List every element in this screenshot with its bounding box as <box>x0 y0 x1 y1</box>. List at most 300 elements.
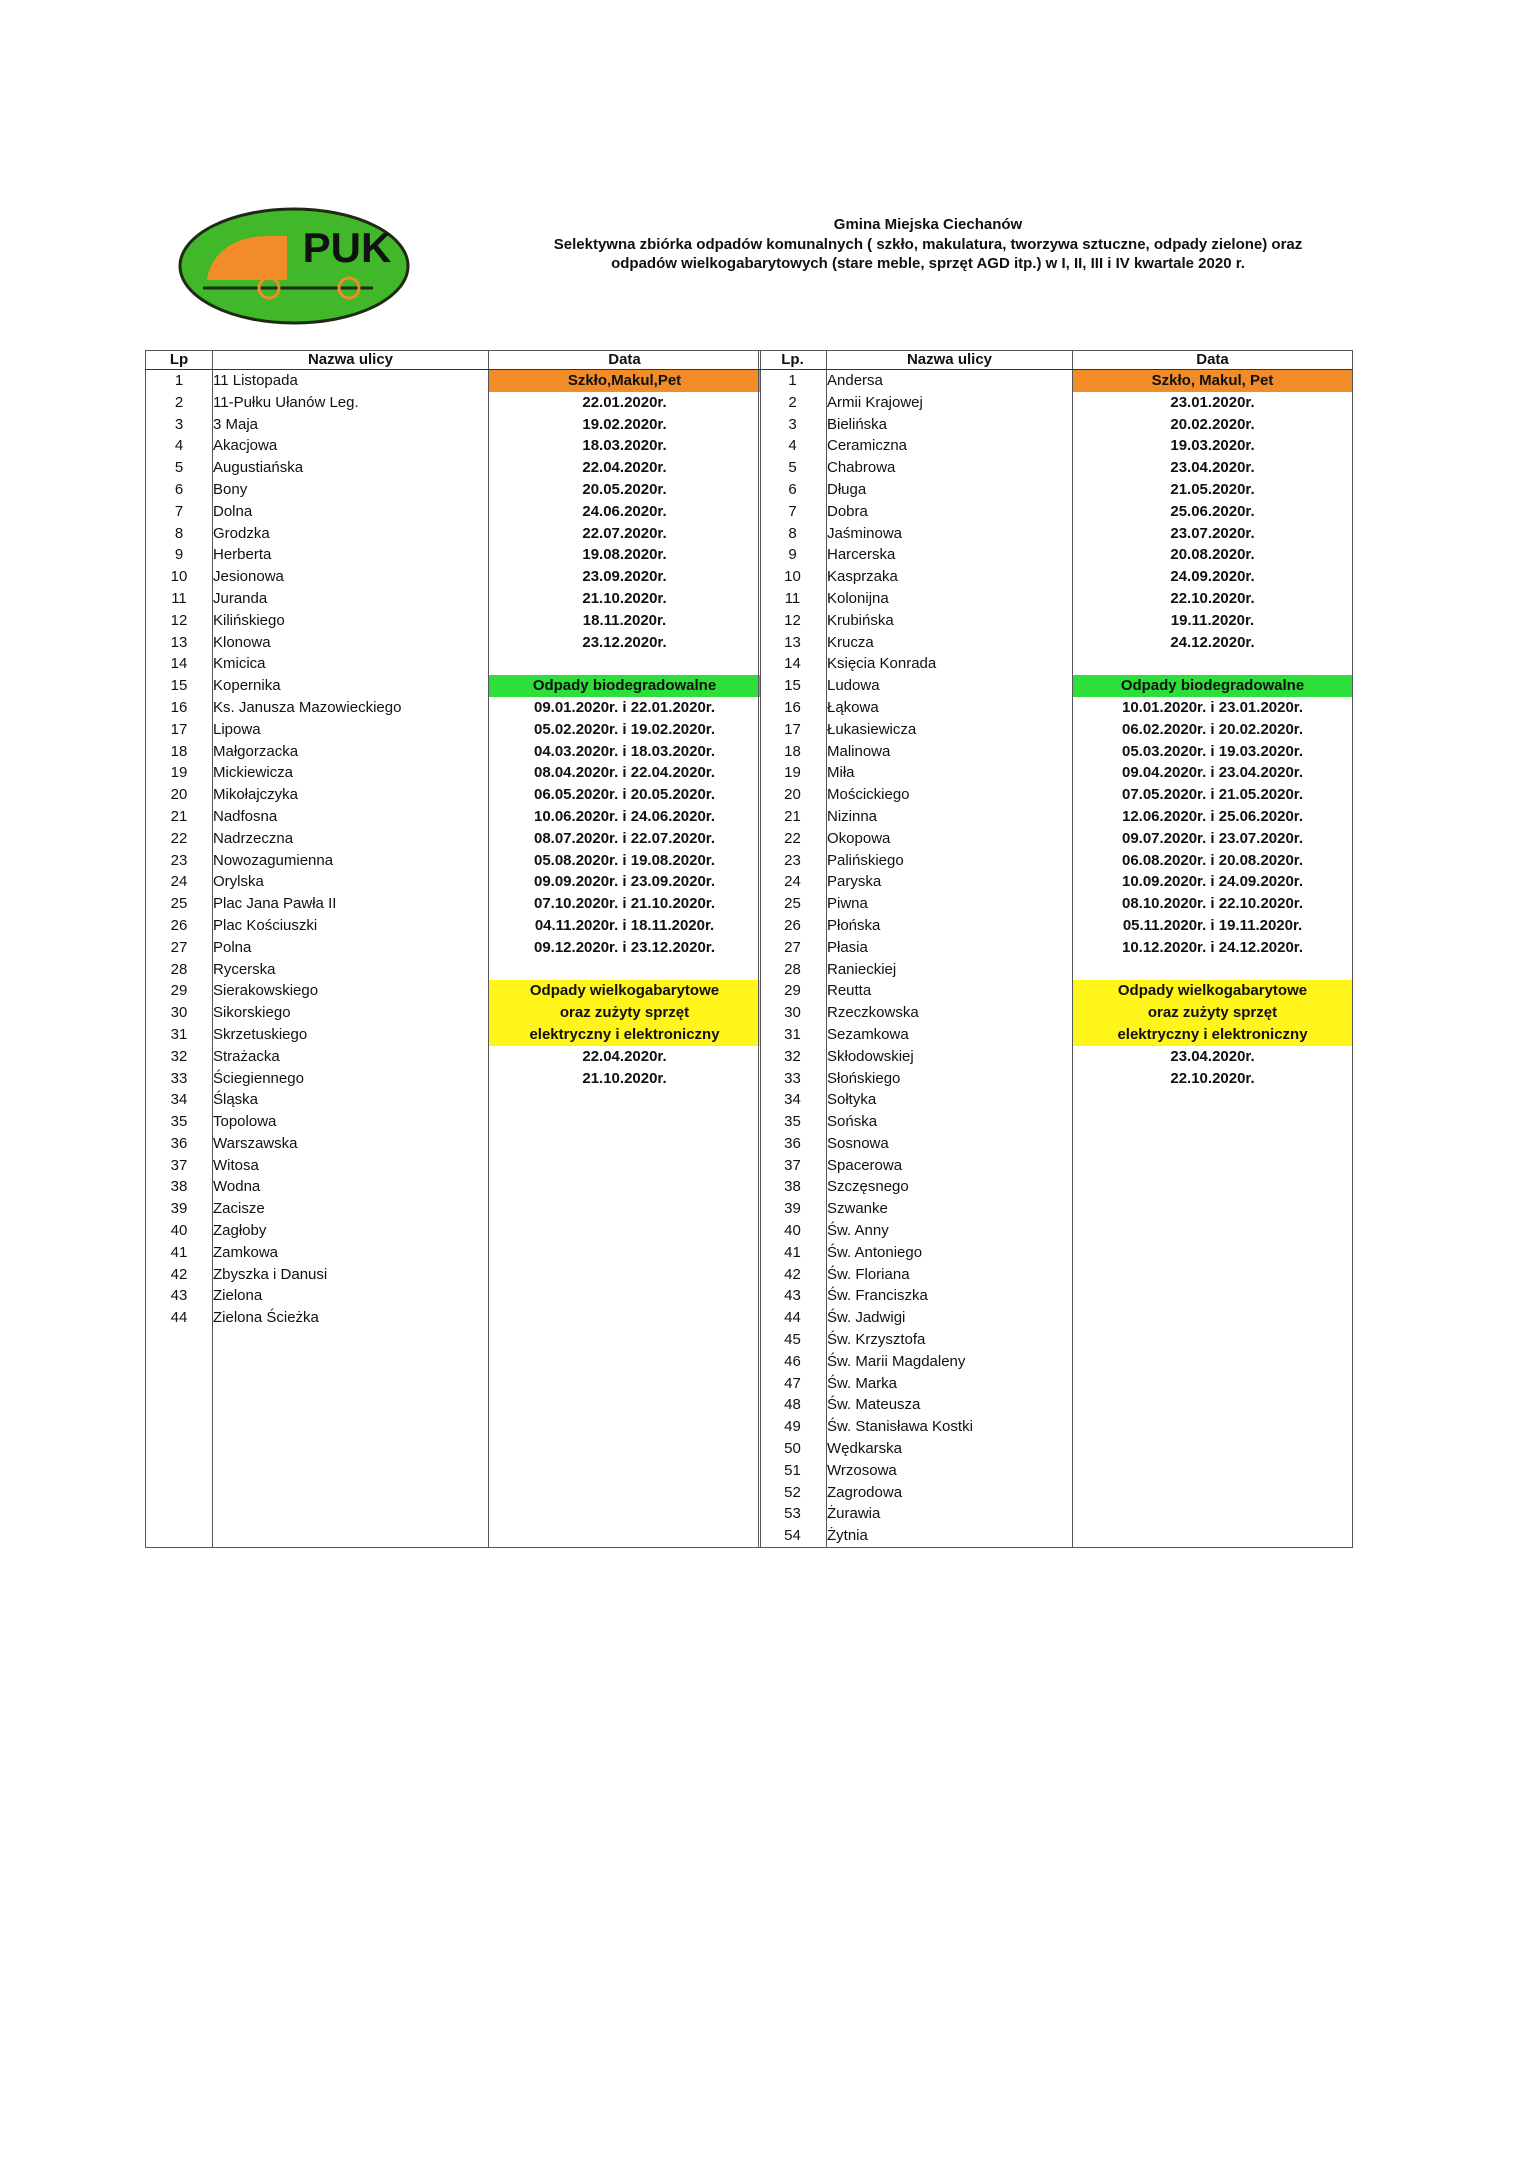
collection-date: 19.03.2020r. <box>1073 435 1353 457</box>
row-number: 18 <box>146 741 213 763</box>
table-row <box>759 893 1353 915</box>
collection-date: Szkło, Makul, Pet <box>1073 370 1353 392</box>
street-name: Rzeczkowska <box>827 1002 1073 1024</box>
collection-date: 12.06.2020r. i 25.06.2020r. <box>1073 806 1353 828</box>
street-name: Okopowa <box>827 828 1073 850</box>
collection-date: 04.11.2020r. i 18.11.2020r. <box>489 915 761 937</box>
row-number: 23 <box>146 850 213 872</box>
row-number: 49 <box>759 1416 827 1438</box>
table-row <box>759 1482 1353 1504</box>
street-name: Św. Marka <box>827 1373 1073 1395</box>
table-row <box>146 1394 761 1416</box>
street-name <box>213 1351 489 1373</box>
table-row <box>146 523 761 545</box>
row-number: 7 <box>759 501 827 523</box>
row-number: 5 <box>759 457 827 479</box>
street-name: Topolowa <box>213 1111 489 1133</box>
table-row <box>759 741 1353 763</box>
collection-date: 19.08.2020r. <box>489 544 761 566</box>
street-name <box>213 1460 489 1482</box>
table-row <box>146 893 761 915</box>
street-name: Długa <box>827 479 1073 501</box>
row-number: 23 <box>759 850 827 872</box>
header-municipality: Gmina Miejska Ciechanów <box>833 216 1023 233</box>
table-row <box>146 1460 761 1482</box>
logo-text: PUK <box>302 224 392 271</box>
street-name: Księcia Konrada <box>827 653 1073 675</box>
street-name: Strażacka <box>213 1046 489 1068</box>
street-name: Sosnowa <box>827 1133 1073 1155</box>
row-number: 9 <box>146 544 213 566</box>
table-row <box>146 1438 761 1460</box>
street-name: Zamkowa <box>213 1242 489 1264</box>
row-number: 36 <box>759 1133 827 1155</box>
collection-date <box>1073 1416 1353 1438</box>
street-name: Jaśminowa <box>827 523 1073 545</box>
row-number: 5 <box>146 457 213 479</box>
table-row <box>759 501 1353 523</box>
table-row <box>146 1155 761 1177</box>
street-name: Skrzetuskiego <box>213 1024 489 1046</box>
collection-date: 09.09.2020r. i 23.09.2020r. <box>489 871 761 893</box>
collection-date: 20.05.2020r. <box>489 479 761 501</box>
row-number <box>146 1351 213 1373</box>
street-name: Łąkowa <box>827 697 1073 719</box>
street-name: Sezamkowa <box>827 1024 1073 1046</box>
collection-date: 23.04.2020r. <box>1073 1046 1353 1068</box>
table-row <box>146 697 761 719</box>
row-number: 3 <box>759 414 827 436</box>
table-row <box>759 1155 1353 1177</box>
collection-date: 23.01.2020r. <box>1073 392 1353 414</box>
row-number: 14 <box>759 653 827 675</box>
collection-date: 22.04.2020r. <box>489 1046 761 1068</box>
row-number <box>146 1416 213 1438</box>
row-number: 41 <box>759 1242 827 1264</box>
row-number: 25 <box>759 893 827 915</box>
collection-date <box>1073 653 1353 675</box>
street-name: Żurawia <box>827 1503 1073 1525</box>
table-row <box>146 1111 761 1133</box>
collection-date: 22.10.2020r. <box>1073 588 1353 610</box>
street-name: Św. Antoniego <box>827 1242 1073 1264</box>
collection-date <box>1073 1503 1353 1525</box>
row-number: 48 <box>759 1394 827 1416</box>
collection-date <box>1073 1438 1353 1460</box>
row-number: 29 <box>759 980 827 1002</box>
street-name: Wodna <box>213 1176 489 1198</box>
collection-date: 18.03.2020r. <box>489 435 761 457</box>
row-number: 46 <box>759 1351 827 1373</box>
street-name: Malinowa <box>827 741 1073 763</box>
collection-date <box>489 1176 761 1198</box>
row-number: 43 <box>146 1285 213 1307</box>
street-name: Kasprzaka <box>827 566 1073 588</box>
collection-date: elektryczny i elektroniczny <box>489 1024 761 1046</box>
row-number: 32 <box>759 1046 827 1068</box>
table-row <box>146 719 761 741</box>
collection-date <box>1073 1242 1353 1264</box>
street-name: Św. Mateusza <box>827 1394 1073 1416</box>
collection-date: 20.02.2020r. <box>1073 414 1353 436</box>
row-number: 15 <box>759 675 827 697</box>
table-row <box>146 544 761 566</box>
collection-date: 05.02.2020r. i 19.02.2020r. <box>489 719 761 741</box>
street-name: Zagłoby <box>213 1220 489 1242</box>
street-name: Sołtyka <box>827 1089 1073 1111</box>
collection-date: 09.01.2020r. i 22.01.2020r. <box>489 697 761 719</box>
street-name: Kopernika <box>213 675 489 697</box>
row-number: 4 <box>759 435 827 457</box>
collection-date <box>489 1198 761 1220</box>
collection-date: 22.04.2020r. <box>489 457 761 479</box>
street-name: Szczęsnego <box>827 1176 1073 1198</box>
street-name <box>213 1525 489 1547</box>
row-number: 44 <box>146 1307 213 1329</box>
collection-date: 10.09.2020r. i 24.09.2020r. <box>1073 871 1353 893</box>
table-row <box>146 828 761 850</box>
street-name: Św. Stanisława Kostki <box>827 1416 1073 1438</box>
collection-date <box>489 1351 761 1373</box>
row-number: 31 <box>146 1024 213 1046</box>
row-number: 52 <box>759 1482 827 1504</box>
street-name: Św. Krzysztofa <box>827 1329 1073 1351</box>
table-row <box>146 632 761 654</box>
table-row <box>759 719 1353 741</box>
table-row <box>759 1285 1353 1307</box>
street-name <box>213 1329 489 1351</box>
table-row <box>146 435 761 457</box>
row-number: 9 <box>759 544 827 566</box>
document-header <box>488 215 1368 274</box>
col-header-date: Data <box>489 351 761 370</box>
table-row <box>146 871 761 893</box>
table-row <box>759 1438 1353 1460</box>
row-number: 20 <box>146 784 213 806</box>
street-name: Krubińska <box>827 610 1073 632</box>
street-name: Ściegiennego <box>213 1068 489 1090</box>
collection-date: Odpady wielkogabarytowe <box>489 980 761 1002</box>
street-name: Klonowa <box>213 632 489 654</box>
collection-date: 22.10.2020r. <box>1073 1068 1353 1090</box>
table-row <box>759 435 1353 457</box>
collection-date <box>1073 1373 1353 1395</box>
table-row <box>759 1242 1353 1264</box>
table-row <box>759 762 1353 784</box>
collection-date: 10.01.2020r. i 23.01.2020r. <box>1073 697 1353 719</box>
table-row <box>759 850 1353 872</box>
collection-date <box>489 1133 761 1155</box>
table-row <box>146 1416 761 1438</box>
table-row <box>759 479 1353 501</box>
street-name: Paryska <box>827 871 1073 893</box>
collection-date <box>489 1482 761 1504</box>
collection-date: 19.02.2020r. <box>489 414 761 436</box>
row-number: 38 <box>146 1176 213 1198</box>
row-number: 8 <box>146 523 213 545</box>
row-number: 4 <box>146 435 213 457</box>
street-name: Św. Franciszka <box>827 1285 1073 1307</box>
collection-date: 09.07.2020r. i 23.07.2020r. <box>1073 828 1353 850</box>
row-number <box>146 1503 213 1525</box>
street-name: Śląska <box>213 1089 489 1111</box>
collection-date: 08.07.2020r. i 22.07.2020r. <box>489 828 761 850</box>
table-row <box>146 762 761 784</box>
collection-date <box>489 1307 761 1329</box>
collection-date <box>1073 1394 1353 1416</box>
street-name: Skłodowskiej <box>827 1046 1073 1068</box>
row-number: 27 <box>146 937 213 959</box>
row-number: 17 <box>146 719 213 741</box>
street-name: Reutta <box>827 980 1073 1002</box>
table-row <box>759 1111 1353 1133</box>
street-name: Zbyszka i Danusi <box>213 1264 489 1286</box>
table-row <box>146 1198 761 1220</box>
table-row <box>146 1068 761 1090</box>
row-number: 35 <box>146 1111 213 1133</box>
table-row <box>146 1285 761 1307</box>
street-name: Dobra <box>827 501 1073 523</box>
street-name: Ranieckiej <box>827 959 1073 981</box>
collection-date <box>489 1264 761 1286</box>
street-name: Sierakowskiego <box>213 980 489 1002</box>
row-number: 37 <box>146 1155 213 1177</box>
col-header-street: Nazwa ulicy <box>213 351 489 370</box>
row-number: 16 <box>759 697 827 719</box>
collection-date <box>489 1416 761 1438</box>
row-number: 20 <box>759 784 827 806</box>
row-number: 50 <box>759 1438 827 1460</box>
table-row <box>759 959 1353 981</box>
street-name: Zacisze <box>213 1198 489 1220</box>
table-row <box>146 1482 761 1504</box>
row-number <box>146 1373 213 1395</box>
collection-date <box>489 1394 761 1416</box>
table-row <box>146 1046 761 1068</box>
table-row <box>759 828 1353 850</box>
row-number: 2 <box>146 392 213 414</box>
street-name: 11 Listopada <box>213 370 489 392</box>
collection-date <box>489 1089 761 1111</box>
row-number: 6 <box>759 479 827 501</box>
street-name: Św. Floriana <box>827 1264 1073 1286</box>
row-number: 31 <box>759 1024 827 1046</box>
table-row <box>146 806 761 828</box>
collection-date: 24.12.2020r. <box>1073 632 1353 654</box>
row-number: 35 <box>759 1111 827 1133</box>
table-row <box>146 588 761 610</box>
collection-date: 22.01.2020r. <box>489 392 761 414</box>
street-name: Żytnia <box>827 1525 1073 1547</box>
collection-date <box>1073 1307 1353 1329</box>
row-number: 34 <box>759 1089 827 1111</box>
table-row <box>146 479 761 501</box>
table-row <box>146 610 761 632</box>
table-row <box>146 1002 761 1024</box>
collection-date <box>489 1525 761 1547</box>
collection-date <box>489 1155 761 1177</box>
collection-date <box>1073 1198 1353 1220</box>
table-row <box>146 915 761 937</box>
collection-date <box>489 653 761 675</box>
header-description-line2: odpadów wielkogabarytowych (stare meble, sprzęt AGD itp.) w I, II, III i IV kwartale 2020 r. <box>611 255 1245 272</box>
table-row <box>146 1329 761 1351</box>
table-row <box>759 653 1353 675</box>
street-name <box>213 1373 489 1395</box>
collection-date <box>489 1111 761 1133</box>
street-name: Juranda <box>213 588 489 610</box>
table-row <box>759 980 1353 1002</box>
collection-date: Odpady biodegradowalne <box>1073 675 1353 697</box>
row-number: 6 <box>146 479 213 501</box>
collection-date <box>489 1220 761 1242</box>
street-name: Chabrowa <box>827 457 1073 479</box>
street-name: Orylska <box>213 871 489 893</box>
table-row <box>146 1220 761 1242</box>
table-row <box>759 544 1353 566</box>
collection-date: 23.09.2020r. <box>489 566 761 588</box>
table-row <box>759 784 1353 806</box>
collection-date <box>489 1373 761 1395</box>
street-name: Zagrodowa <box>827 1482 1073 1504</box>
collection-date <box>489 1242 761 1264</box>
street-name: Sońska <box>827 1111 1073 1133</box>
street-name: Miła <box>827 762 1073 784</box>
row-number: 51 <box>759 1460 827 1482</box>
table-row <box>759 414 1353 436</box>
table-row <box>146 1089 761 1111</box>
street-name: Nadfosna <box>213 806 489 828</box>
table-row <box>759 1373 1353 1395</box>
street-name <box>213 1503 489 1525</box>
row-number: 25 <box>146 893 213 915</box>
row-number: 2 <box>759 392 827 414</box>
street-name: Harcerska <box>827 544 1073 566</box>
row-number: 22 <box>759 828 827 850</box>
row-number: 33 <box>759 1068 827 1090</box>
row-number: 30 <box>759 1002 827 1024</box>
street-name: Mikołajczyka <box>213 784 489 806</box>
table-row <box>759 1416 1353 1438</box>
street-name: Nadrzeczna <box>213 828 489 850</box>
collection-date <box>489 1460 761 1482</box>
table-row <box>759 915 1353 937</box>
collection-date: 21.10.2020r. <box>489 1068 761 1090</box>
street-name: Mościckiego <box>827 784 1073 806</box>
collection-date <box>1073 1220 1353 1242</box>
row-number: 30 <box>146 1002 213 1024</box>
table-row <box>146 457 761 479</box>
row-number: 27 <box>759 937 827 959</box>
street-name: Nizinna <box>827 806 1073 828</box>
street-name: Ceramiczna <box>827 435 1073 457</box>
row-number: 17 <box>759 719 827 741</box>
row-number: 14 <box>146 653 213 675</box>
collection-date: 08.04.2020r. i 22.04.2020r. <box>489 762 761 784</box>
collection-date <box>1073 1089 1353 1111</box>
street-name <box>213 1416 489 1438</box>
table-row <box>759 1394 1353 1416</box>
table-row <box>759 566 1353 588</box>
row-number: 7 <box>146 501 213 523</box>
street-name: Plac Jana Pawła II <box>213 893 489 915</box>
collection-date <box>489 1438 761 1460</box>
collection-date: 23.07.2020r. <box>1073 523 1353 545</box>
table-row <box>759 610 1353 632</box>
street-name: Rycerska <box>213 959 489 981</box>
collection-date: 06.02.2020r. i 20.02.2020r. <box>1073 719 1353 741</box>
table-row <box>146 1373 761 1395</box>
table-row <box>759 1307 1353 1329</box>
row-number <box>146 1438 213 1460</box>
row-number: 1 <box>759 370 827 392</box>
table-row <box>146 1351 761 1373</box>
collection-date: 25.06.2020r. <box>1073 501 1353 523</box>
collection-date: 05.08.2020r. i 19.08.2020r. <box>489 850 761 872</box>
collection-date: Odpady wielkogabarytowe <box>1073 980 1353 1002</box>
collection-date <box>489 1329 761 1351</box>
row-number: 26 <box>146 915 213 937</box>
table-row <box>146 675 761 697</box>
puk-logo <box>177 206 411 326</box>
street-name: Witosa <box>213 1155 489 1177</box>
collection-date: 04.03.2020r. i 18.03.2020r. <box>489 741 761 763</box>
street-name: Kolonijna <box>827 588 1073 610</box>
collection-date <box>489 1503 761 1525</box>
row-number: 42 <box>759 1264 827 1286</box>
row-number: 21 <box>759 806 827 828</box>
table-row <box>759 1046 1353 1068</box>
table-row <box>146 370 761 392</box>
street-name: Nowozagumienna <box>213 850 489 872</box>
collection-date: 18.11.2020r. <box>489 610 761 632</box>
table-row <box>759 806 1353 828</box>
collection-date <box>1073 1525 1353 1547</box>
street-name: Małgorzacka <box>213 741 489 763</box>
collection-date: 23.12.2020r. <box>489 632 761 654</box>
street-name: Herberta <box>213 544 489 566</box>
row-number: 8 <box>759 523 827 545</box>
row-number <box>146 1460 213 1482</box>
street-name: Krucza <box>827 632 1073 654</box>
table-row <box>759 1068 1353 1090</box>
table-row <box>146 1024 761 1046</box>
row-number: 40 <box>759 1220 827 1242</box>
row-number: 54 <box>759 1525 827 1547</box>
street-name <box>213 1482 489 1504</box>
table-row <box>146 850 761 872</box>
table-row <box>759 1002 1353 1024</box>
collection-date: 22.07.2020r. <box>489 523 761 545</box>
street-name: Św. Jadwigi <box>827 1307 1073 1329</box>
row-number: 38 <box>759 1176 827 1198</box>
row-number: 15 <box>146 675 213 697</box>
collection-date <box>1073 1111 1353 1133</box>
collection-date <box>1073 959 1353 981</box>
street-name: 3 Maja <box>213 414 489 436</box>
table-row <box>146 1176 761 1198</box>
street-name: Płasia <box>827 937 1073 959</box>
table-row <box>759 871 1353 893</box>
street-name: Św. Anny <box>827 1220 1073 1242</box>
table-row <box>146 501 761 523</box>
row-number: 26 <box>759 915 827 937</box>
table-row <box>146 1525 761 1547</box>
row-number <box>146 1482 213 1504</box>
table-row <box>146 980 761 1002</box>
table-row <box>759 523 1353 545</box>
street-name: Mickiewicza <box>213 762 489 784</box>
